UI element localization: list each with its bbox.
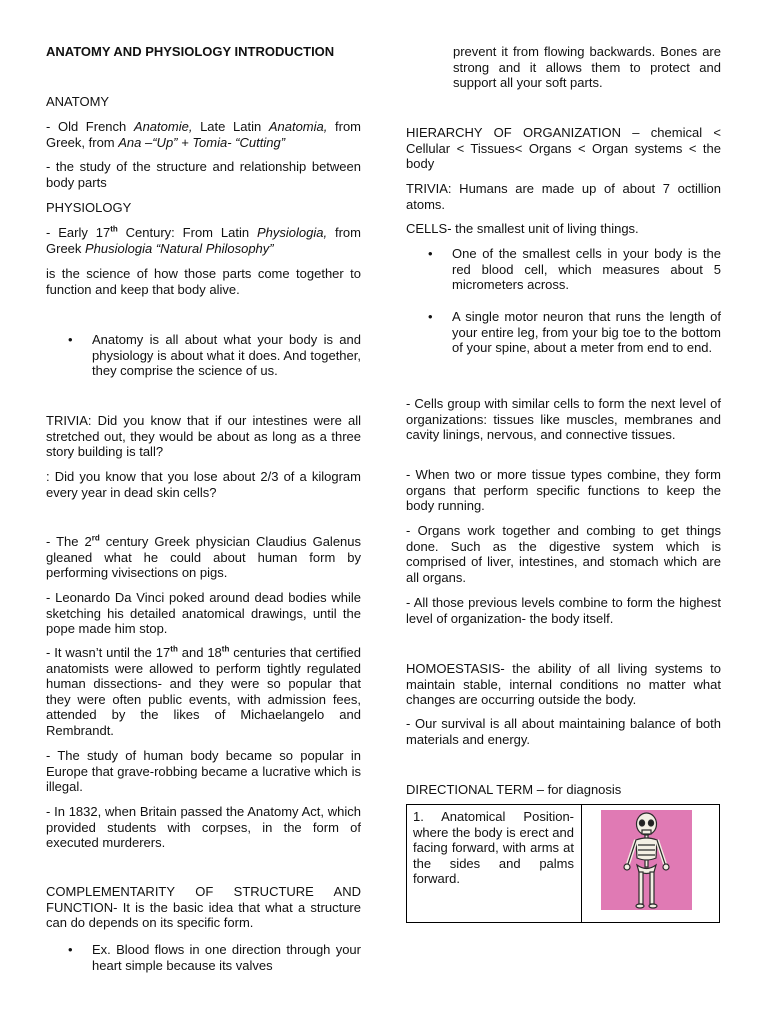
anatomical-position-text: 1. Anatomical Position- where the body is erect and facing forward, with arms at the sides and palms forward. [413,809,574,886]
list-item: • Anatomy is all about what your body is and physiology is about what it does. And together, they comprise the science of us. [68,332,361,378]
bullet-icon: • [68,942,73,957]
organs-work: - Organs work together and combing to get things done. Such as the digestive system which is comprised of liver, intestines, and stomach which are all organs. [406,523,721,585]
anatomy-heading: ANATOMY [46,94,110,109]
homeostasis: HOMOESTASIS- the ability of all living systems to maintain stable, internal conditions no matter what changes are occurring outside the body. [406,661,721,707]
history-dissections: - It wasn’t until the 17th and 18th centuries that certified anatomists were allowed to perform tightly regulated human dissections- and they were so popular that they were often public events, with admission fees, attended by the likes of Michaelangelo and Rembrandt. [46,644,362,738]
trivia-skin: : Did you know that you lose about 2/3 of a kilogram every year in dead skin cells? [46,469,361,500]
skeleton-icon [601,810,692,910]
list-item: • One of the smallest cells in your body is the red blood cell, which measures about 5 micrometers across. [428,246,721,292]
anatomy-etymology: - Old French Anatomie, Late Latin Anatomia, from Greek, from Ana –“Up” + Tomia- “Cutting” [46,119,362,150]
complementarity: COMPLEMENTARITY OF STRUCTURE AND FUNCTION- It is the basic idea that what a structure can do depends on its specific form. [46,884,361,930]
history-galenus: - The 2rd century Greek physician Claudius Galenus gleaned what he could about human form by performing vivisections on pigs. [46,533,362,580]
history-anatomy-act: - In 1832, when Britain passed the Anatomy Act, which provided students with corpses, in the form of executed murderers. [46,804,361,850]
skeleton-image [601,810,692,910]
bullet-icon: • [68,332,73,347]
trivia-atoms: TRIVIA: Humans are made up of about 7 octillion atoms. [406,181,721,212]
body-levels: - All those previous levels combine to form the highest level of organization- the body itself. [406,595,721,626]
survival: - Our survival is all about maintaining balance of both materials and energy. [406,716,721,747]
document-title: ANATOMY AND PHYSIOLOGY INTRODUCTION [46,44,335,59]
history-davinci: - Leonardo Da Vinci poked around dead bodies while sketching his detailed anatomical drawings, until the pope made him stop. [46,590,361,636]
history-grave-robbing: - The study of human body became so popular in Europe that grave-robbing became a lucrative which is illegal. [46,748,361,794]
bullet-icon: • [428,309,433,324]
list-item: • A single motor neuron that runs the length of your entire leg, from your big toe to the bottom of your spine, about a meter from end to end. [428,309,721,355]
anatomy-definition: - the study of the structure and relationship between body parts [46,159,361,190]
directional-term-heading: DIRECTIONAL TERM – for diagnosis [406,782,622,797]
cells-group: - Cells group with similar cells to form the next level of organizations: tissues like muscles, membranes and cavity linings, nervous, and connective tissues. [406,396,721,442]
bullet-icon: • [428,246,433,261]
physiology-heading: PHYSIOLOGY [46,200,132,215]
hierarchy: HIERARCHY OF ORGANIZATION – chemical < Cellular < Tissues< Organs < Organ systems < the body [406,125,721,171]
list-item: • Ex. Blood flows in one direction through your heart simple because its valves [68,942,361,973]
directional-term-table [406,804,720,923]
table-divider [581,805,582,922]
physiology-etymology: - Early 17th Century: From Latin Physiologia, from Greek Phusiologia “Natural Philosophy” [46,224,361,256]
cells-heading: CELLS- the smallest unit of living things. [406,221,639,236]
trivia-intestines: TRIVIA: Did you know that if our intestines were all stretched out, they would be about as long as a three story building is tall? [46,413,361,459]
bullet-continuation: prevent it from flowing backwards. Bones are strong and it allows them to protect and support all your soft parts. [453,44,721,90]
tissue-combine: - When two or more tissue types combine, they form organs that perform specific functions to keep the body running. [406,467,721,513]
physiology-definition: is the science of how those parts come together to function and keep that body alive. [46,266,361,297]
